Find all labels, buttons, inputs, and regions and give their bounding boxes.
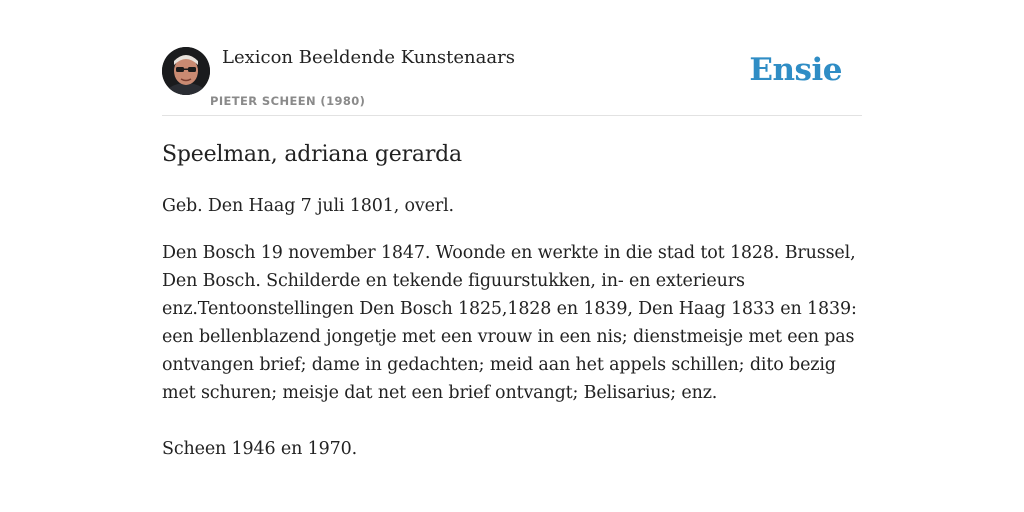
header (162, 46, 862, 116)
ensie-logo[interactable]: Ensie (749, 52, 842, 88)
article-paragraph: Geb. Den Haag 7 juli 1801, overl. (162, 196, 454, 216)
article-paragraph: Den Bosch 19 november 1847. Woonde en werkte in die stad tot 1828. Brussel, Den Bosch. Schilderde en tekende figuurstukken, in- en exterieurs enz.Tentoonstellingen Den Bosch 1825,1828 en 1839, Den Haag 1833 en 1839: een bellenblazend jongetje met een vrouw in een nis; dienstmeisje met een pas ontvangen brief; dame in gedachten; meid aan het appels schillen; dito bezig met schuren; meisje dat net een brief ontvangt; Belisarius; enz. (162, 243, 857, 403)
publication-title[interactable]: Lexicon Beeldende Kunstenaars (222, 47, 515, 68)
article-paragraph: Scheen 1946 en 1970. (162, 439, 357, 459)
avatar-portrait (162, 47, 210, 95)
article-content (162, 140, 862, 463)
author-name[interactable]: PIETER SCHEEN (1980) (210, 94, 366, 108)
article-title: Speelman, adriana gerarda (162, 142, 462, 167)
author-avatar[interactable] (162, 47, 210, 95)
